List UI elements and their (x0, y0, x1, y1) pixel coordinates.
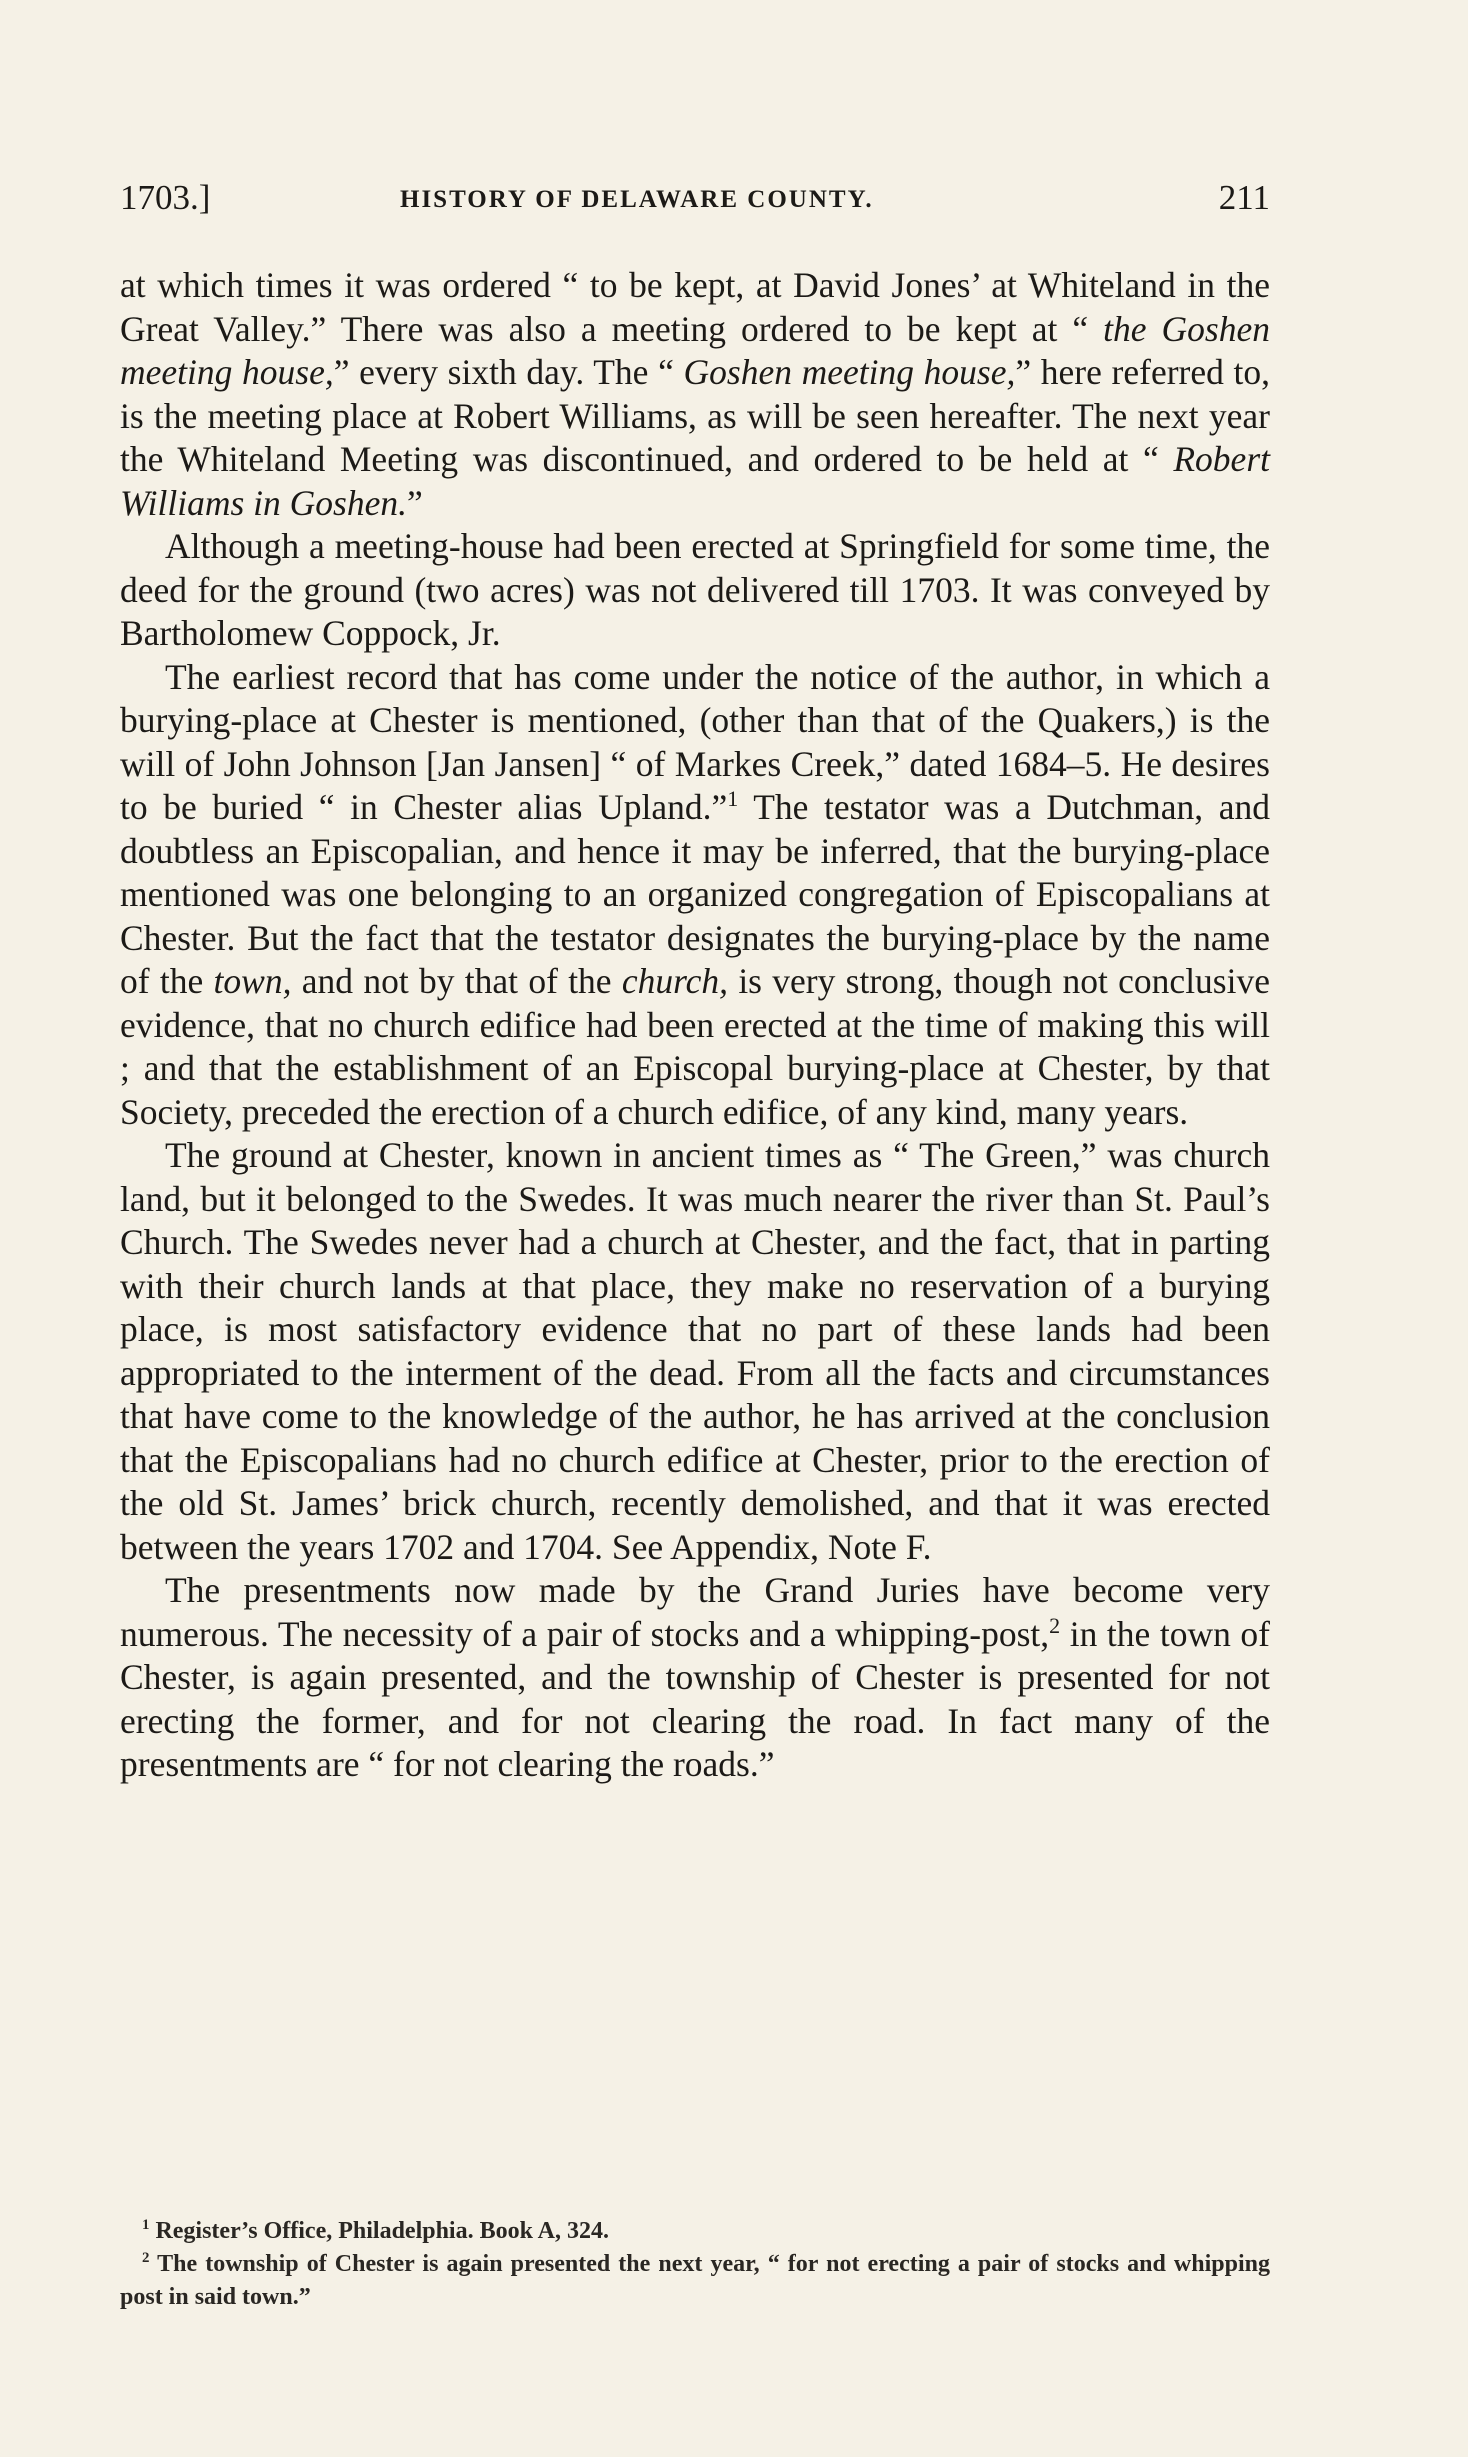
text-run: The ground at Chester, known in ancient times as “ The Green,” was church land, but it belonged to the Swedes. It was much nearer the river than St. Paul’s Church. The Swedes never had a church at Chester, and the fact, that in parting with their church lands at that place, they make no reservation of a burying place, is most satisfactory evidence that no part of these lands had been appropriated to the interment of the dead. From all the facts and circumstances that have come to the knowledge of the author, he has arrived at the conclusion that the Episcopalians had no church edifice at Chester, prior to the erection of the old St. James’ brick church, recently demolished, and that it was erected between the years 1702 and 1704. See Appendix, Note F. (120, 1135, 1270, 1567)
text-run: The testator was a Dutchman, and doubtless an Episcopalian, and hence it may be inferred, that the burying-place mentioned was one belonging to an organized congregation of Episcopalians at Chester. But the fact that the testator designates the burying-place by the name of the (120, 787, 1270, 1001)
text-run: The earliest record that has come under the notice of the author, in which a burying-place at Chester is mentioned, (other than that of the Quakers,) is the will of John Johnson [Jan Jansen] “ of Markes Creek,” dated 1684–5. He desires to be buried “ in Chester alias Upland.” (120, 656, 1270, 827)
running-header (120, 178, 1270, 222)
footnote-text: Register’s Office, Philadelphia. Book A, 324. (149, 2218, 609, 2244)
body-text (120, 264, 1270, 1787)
text-run: ” every sixth day. The “ (333, 352, 684, 392)
text-run: ” (406, 482, 423, 523)
page-number: 211 (1218, 178, 1270, 217)
italic-text: the Goshen meeting house, (120, 308, 1270, 392)
text-run: at which times it was ordered “ to be kept, at David Jones’ at Whiteland in the Great Valley.” There was also a meeting ordered to be kept at “ (120, 265, 1270, 349)
footnotes (120, 2215, 1270, 2314)
italic-text: Robert Williams in Goshen. (120, 439, 1270, 523)
paragraph (120, 525, 1270, 656)
italic-text: church, (621, 961, 729, 1001)
header-title: HISTORY OF DELAWARE COUNTY. (400, 186, 874, 213)
footnote (120, 2248, 1270, 2314)
footnote-ref: 1 (727, 786, 739, 812)
paragraph (120, 1134, 1270, 1569)
text-run: Although a meeting-house had been erected at Springfield for some time, the deed for the ground (two acres) was not delivered till 1703. It was conveyed by Bartholomew Coppock, Jr. (120, 526, 1270, 653)
footnote (120, 2215, 1270, 2248)
paragraph (120, 264, 1270, 525)
italic-text: Goshen meeting house, (683, 352, 1016, 392)
paragraph (120, 656, 1270, 1135)
text-run: and not by that of the (291, 961, 622, 1001)
paragraph (120, 1569, 1270, 1787)
footnote-ref: 2 (1049, 1612, 1061, 1638)
text-run: in the town of Chester, is again presented, and the township of Chester is presented for not erecting the former, and for not clearing the road. In fact many of the presentments are “ for not clearing the roads.” (120, 1613, 1270, 1784)
footnote-number: 2 (142, 2250, 150, 2266)
header-year: 1703.] (120, 178, 211, 217)
text-run: is very strong, though not conclusive evidence, that no church edifice had been erected at the time of making this will ; and that the establishment of an Episcopal burying-place at Chester, by that Society, preceded the erection of a church edifice, of any kind, many years. (120, 961, 1270, 1132)
text-run: ” here referred to, is the meeting place at Robert Williams, as will be seen hereafter. The next year the Whiteland Meeting was discontinued, and ordered to be held at “ (120, 352, 1271, 479)
footnote-text: The township of Chester is again presented the next year, “ for not erecting a pair of stocks and whipping post in said town.” (120, 2251, 1270, 2310)
text-run: The presentments now made by the Grand Juries have become very numerous. The necessity of a pair of stocks and a whipping-post, (120, 1570, 1270, 1654)
italic-text: town, (213, 961, 292, 1001)
footnote-number: 1 (142, 2217, 150, 2233)
